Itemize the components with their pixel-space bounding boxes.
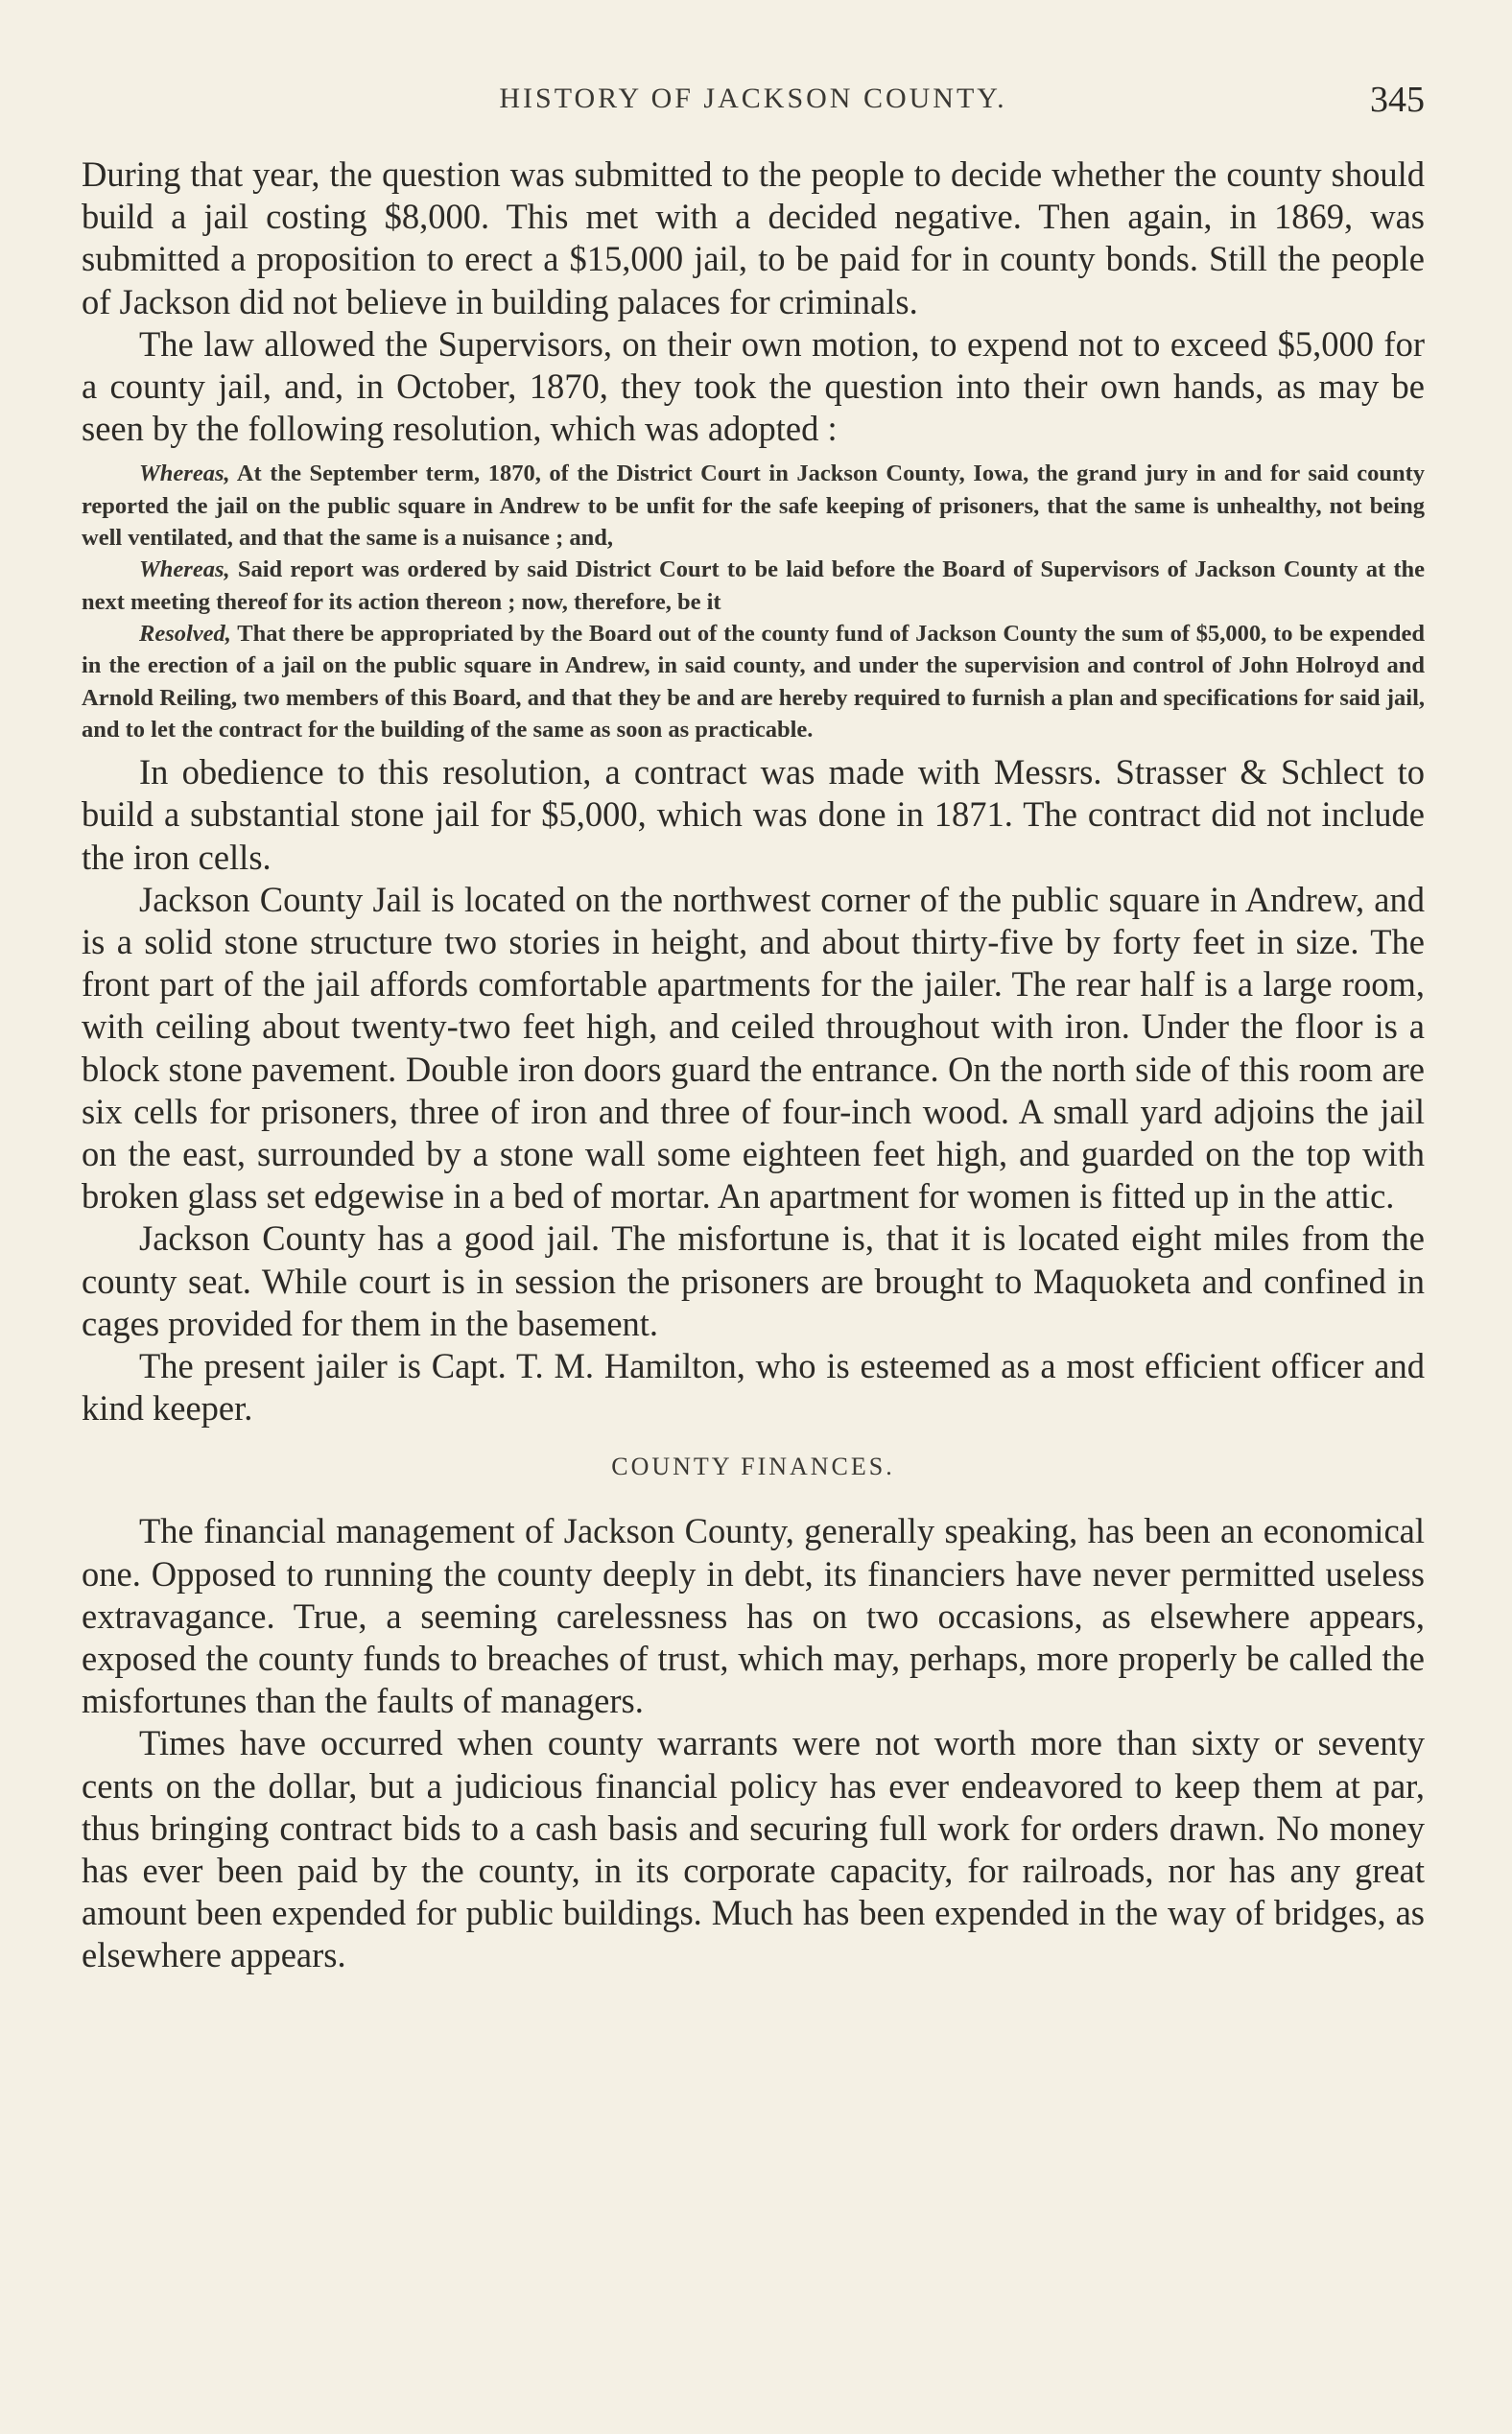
section-heading: COUNTY FINANCES.: [611, 1453, 895, 1481]
paragraph: The financial management of Jackson County, generally speaking, has been an economical one. Opposed to running the county deeply in debt, its financiers have never permitted useless extravagance. True, a seeming carelessness has on two occasions, as elsewhere appears, exposed the county funds to breaches of trust, which may, perhaps, more properly be called the misfortunes than the faults of managers.: [82, 1511, 1425, 1721]
clause-text: Said report was ordered by said District Court to be laid before the Board of Supervisors of Jackson County at the next meeting thereof for its action thereon ; now, therefore, be it: [82, 556, 1425, 615]
clause-text: That there be appropriated by the Board out of the county fund of Jackson County the sum of $5,000, to be expended in the erection of a jail on the public square in Andrew, in said county, and under the supervision and control of John Holroyd and Arnold Reiling, two members of this Board, and that they be and are hereby required to furnish a plan and specifications for said jail, and to let the contract for the building of the same as soon as practicable.: [82, 620, 1425, 743]
paragraph: The present jailer is Capt. T. M. Hamilton, who is esteemed as a most efficient officer and kind keeper.: [82, 1345, 1425, 1429]
paragraph: Times have occurred when county warrants were not worth more than sixty or seventy cents on the dollar, but a judicious financial policy has ever endeavored to keep them at par, thus bringing contract bids to a cash basis and securing full work for orders drawn. No money has ever been paid by the county, in its corporate capacity, for railroads, nor has any great amount been expended for public buildings. Much has been expended in the way of bridges, as elsewhere appears.: [82, 1723, 1425, 1975]
page-header: [82, 79, 1425, 127]
paragraph: The law allowed the Supervisors, on their own motion, to expend not to exceed $5,000 for a county jail, and, in October, 1870, they took the question into their own hands, as may be seen by the following resolution, which was adopted :: [82, 323, 1425, 449]
running-head: HISTORY OF JACKSON COUNTY.: [499, 83, 1007, 114]
resolution-block: [82, 458, 1425, 745]
resolution-clause: [82, 458, 1425, 554]
body-text: [82, 154, 1425, 1977]
paragraph: Jackson County has a good jail. The misfortune is, that it is located eight miles from the county seat. While court is in session the prisoners are brought to Maquoketa and confined in cages provided for them in the basement.: [82, 1218, 1425, 1343]
paragraph: Jackson County Jail is located on the northwest corner of the public square in Andrew, and is a solid stone structure two stories in height, and about thirty-five by forty feet in size. The front part of the jail affords comfortable apartments for the jailer. The rear half is a large room, with ceiling about twenty-two feet high, and ceiled throughout with iron. Under the floor is a block stone pavement. Double iron doors guard the entrance. On the north side of this room are six cells for prisoners, three of iron and three of four-inch wood. A small yard adjoins the jail on the east, surrounded by a stone wall some eighteen feet high, and guarded on the top with broken glass set edgewise in a bed of mortar. An apartment for women is fitted up in the attic.: [82, 879, 1425, 1217]
clause-lead: Whereas,: [139, 556, 230, 583]
paragraph: In obedience to this resolution, a contract was made with Messrs. Strasser & Schlect to build a substantial stone jail for $5,000, which was done in 1871. The contract did not include the iron cells.: [82, 752, 1425, 877]
page-number: 345: [1370, 80, 1425, 120]
resolution-clause: [82, 554, 1425, 618]
clause-text: At the September term, 1870, of the District Court in Jackson County, Iowa, the grand jury in and for said county reported the jail on the public square in Andrew to be unfit for the safe keeping of prisoners, that the same is unhealthy, not being well ventilated, and that the same is a nuisance ; and,: [82, 461, 1425, 552]
clause-lead: Resolved,: [139, 620, 231, 647]
resolution-clause: [82, 618, 1425, 745]
clause-lead: Whereas,: [139, 461, 230, 487]
paragraph: During that year, the question was submitted to the people to decide whether the county should build a jail costing $8,000. This met with a decided negative. Then again, in 1869, was submitted a proposition to erect a $15,000 jail, to be paid for in county bonds. Still the people of Jackson did not believe in building palaces for criminals.: [82, 154, 1425, 321]
